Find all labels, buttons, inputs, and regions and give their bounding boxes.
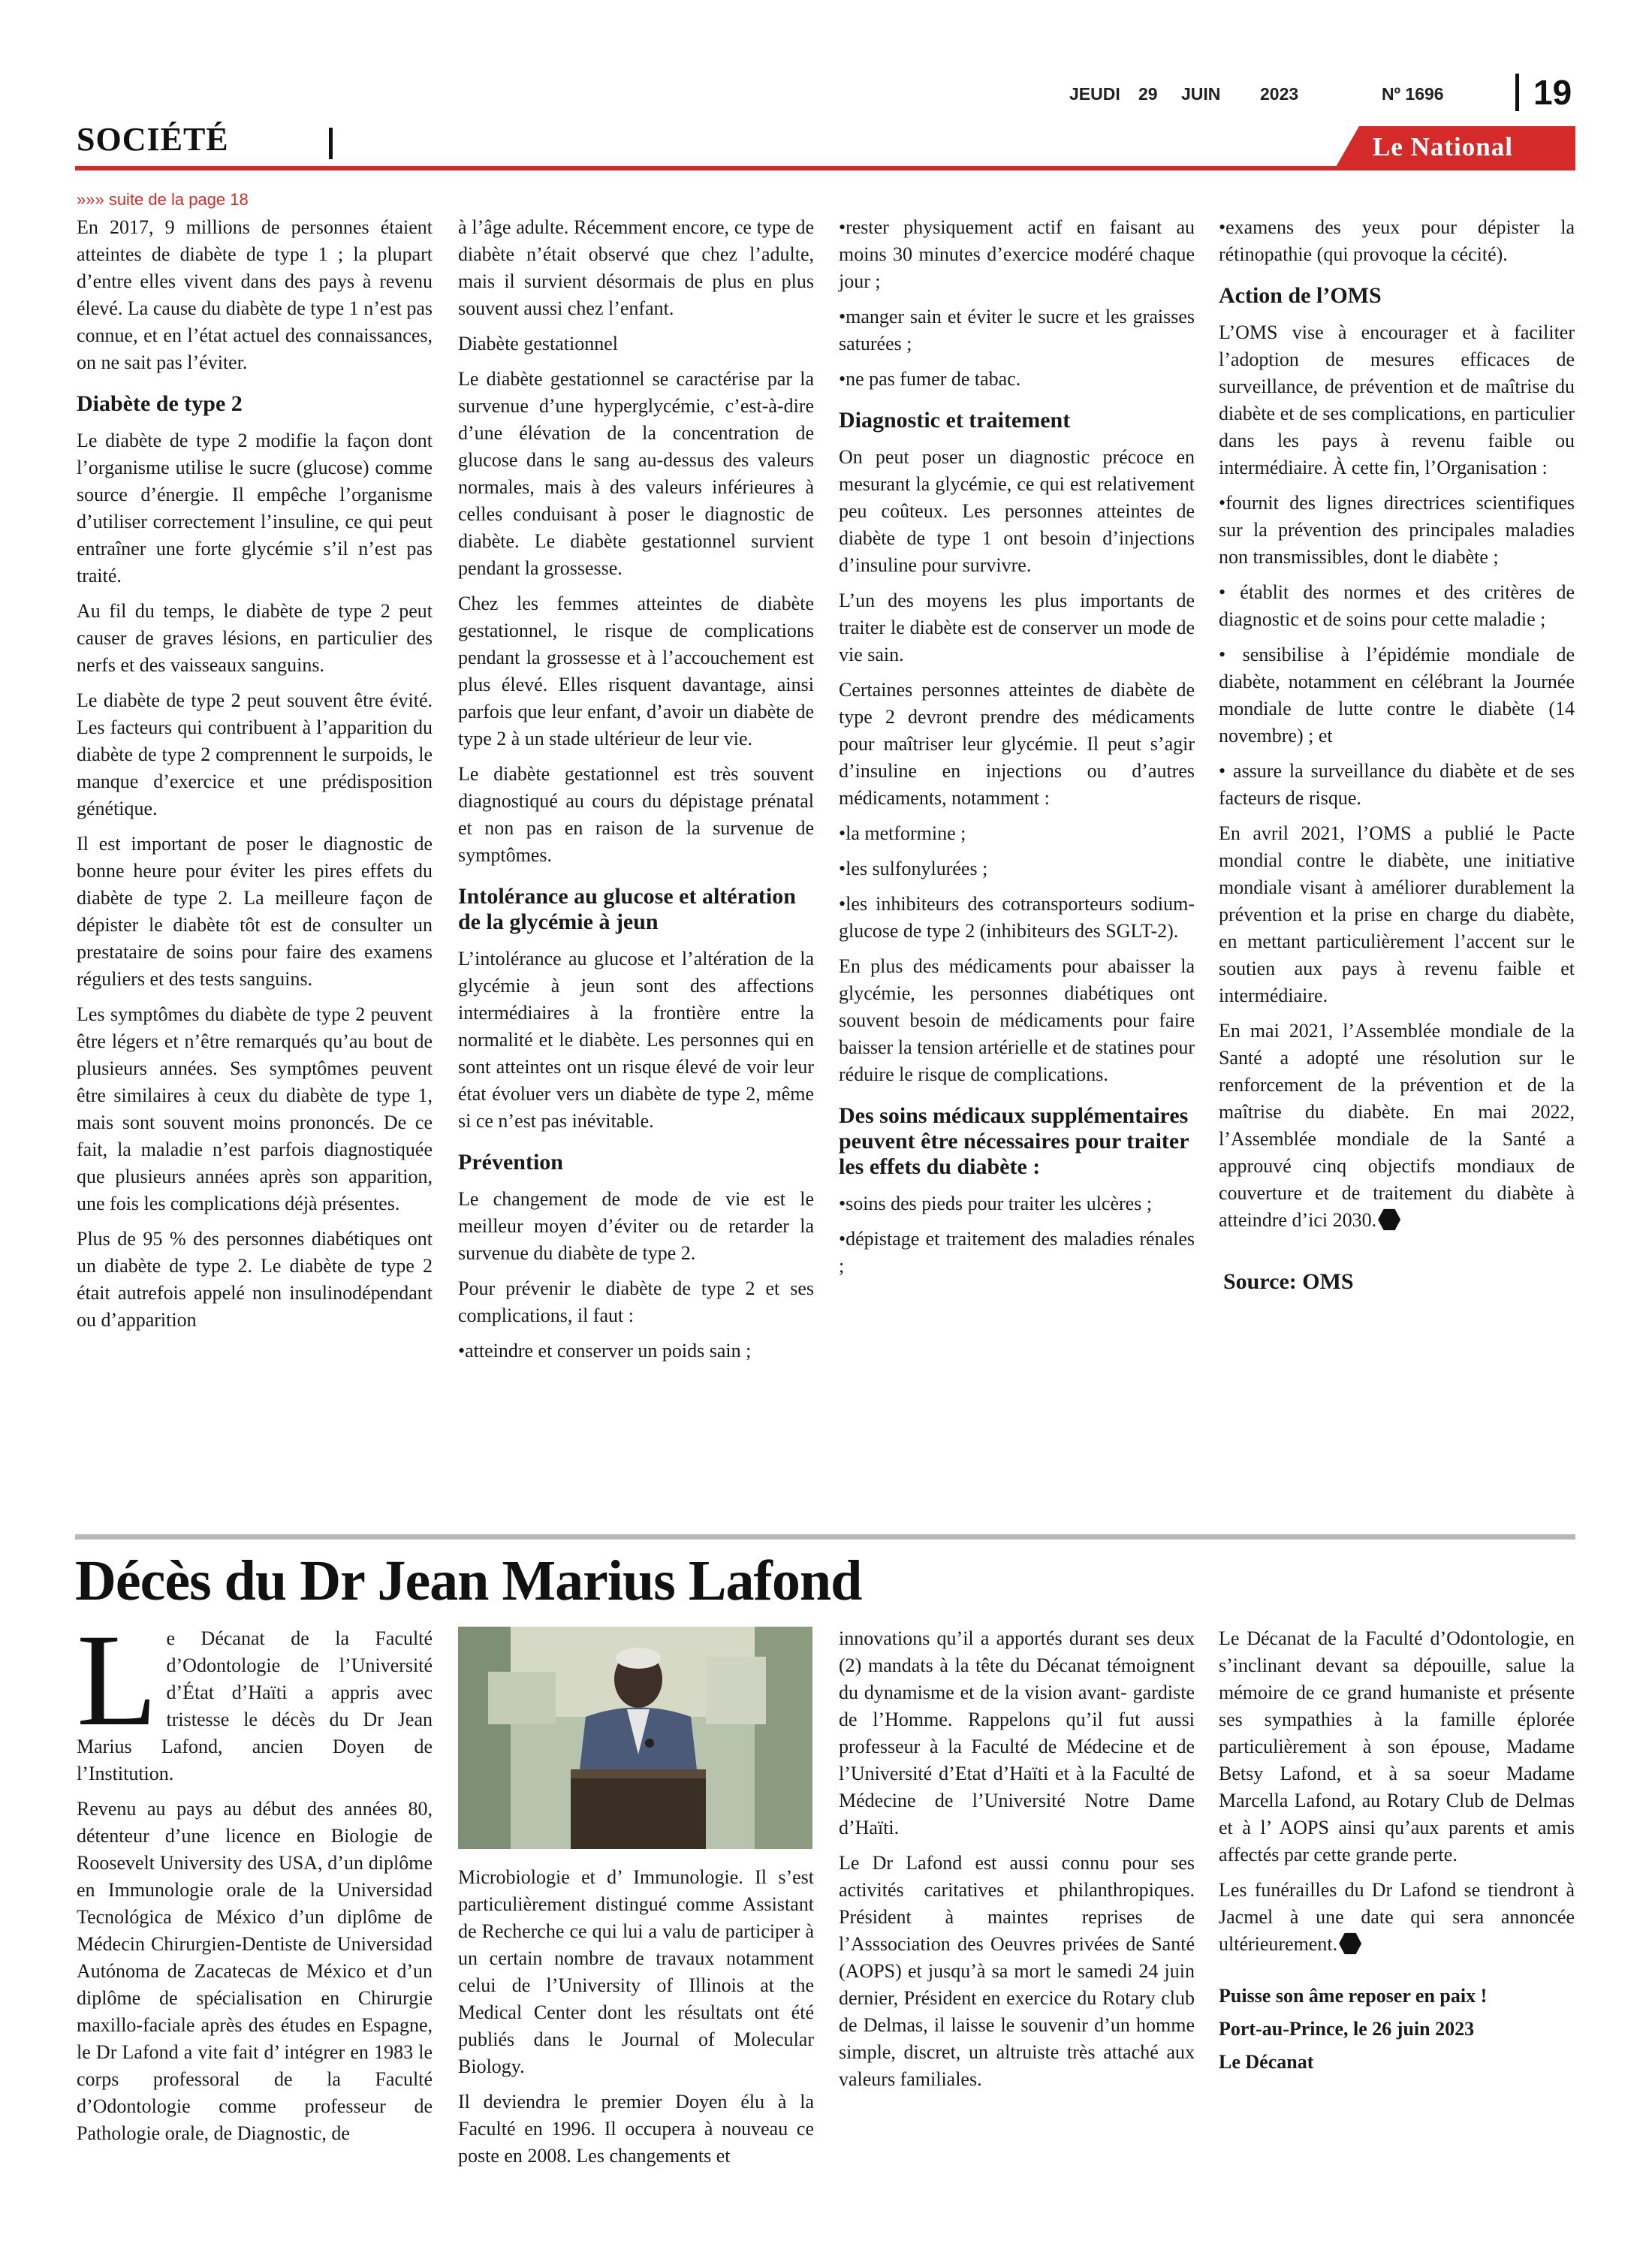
subheading-care: Des soins médicaux supplémentaires peuvent être nécessaires pour traiter les effets du diabète :	[839, 1103, 1189, 1179]
portrait-photo	[458, 1627, 812, 1849]
date-number: 29	[1138, 84, 1158, 104]
bullet-item: • sensibilise à l’épidémie mondiale de diabète, notamment en célébrant la Journée mondiale de lutte contre le diabète (14 novembre) ; et	[1219, 644, 1575, 746]
paragraph: Pour prévenir le diabète de type 2 et ses complications, il faut :	[458, 1277, 814, 1326]
article-source: Source: OMS	[1223, 1269, 1354, 1294]
subheading-intolerance: Intolérance au glucose et altération de la glycémie à jeun	[458, 884, 796, 934]
subheading-diagnostic: Diagnostic et traitement	[839, 408, 1071, 433]
closing-signature: Le Décanat	[1219, 2051, 1314, 2073]
paragraph: Chez les femmes atteintes de diabète gestationnel, le risque de complications pendant la grossesse et à l’accouchement est plus élevé. Elles risquent davantage, ainsi parfois que leur enfant, d’avoir un diabète de type 2 à un stade ultérieur de leur vie.	[458, 593, 814, 749]
paragraph: Le diabète gestationnel se caractérise par la survenue d’une hyperglycémie, c’est-à-dire d’une élévation de la concentration de glucose dans le sang au-dessus des valeurs normales, mais à des valeurs inférieures à celles conduisant à poser le diagnostic de diabète. Le diabète gestationnel survient pendant la grossesse.	[458, 368, 814, 579]
paragraph: Il deviendra le premier Doyen élu à la Faculté en 1996. Il occupera à nouveau ce poste en 2008. Les changements et	[458, 2091, 814, 2167]
subheading-gestational: Diabète gestationnel	[458, 333, 618, 354]
bullet-item: •soins des pieds pour traiter les ulcères ;	[839, 1193, 1153, 1214]
paragraph-text: En mai 2021, l’Assemblée mondiale de la Santé a adopté une résolution sur le renforcement de la prévention et de la maîtrise du diabète. En mai 2022, l’Assemblée mondiale de la Santé a approuvé cinq objectifs mondiaux de couverture et de traitement du diabète à atteindre d’ici 2030.	[1219, 1020, 1575, 1231]
continued-from-label: »»» suite de la page 18	[77, 190, 249, 209]
paragraph: Le diabète de type 2 peut souvent être évité. Les facteurs qui contribuent à l’apparition du diabète de type 2 comprennent le surpoids, le manque d’exercice et une prédisposition génétique.	[77, 689, 433, 819]
paragraph: On peut poser un diagnostic précoce en mesurant la glycémie, ce qui est relativement peu coûteux. Les personnes atteintes de diabète de type 1 ont besoin d’injections d’insuline pour survivre.	[839, 446, 1195, 576]
obituary-column-3	[839, 1625, 1195, 2101]
paragraph: En plus des médicaments pour abaisser la glycémie, les personnes diabétiques ont souvent besoin de médicaments pour faire baisser la tension artérielle et de statines pour réduire le risque de complications.	[839, 955, 1195, 1085]
obituary-column-4	[1219, 1625, 1575, 2082]
paragraph: Revenu au pays au début des années 80, détenteur d’une licence en Biologie de Roosevelt University des USA, d’un diplôme en Immunologie orale de la Universidad Tecnológica de México d’un diplôme de Médecin Chirurgien-Dentiste de Universidad Autónoma de Zacatecas de México et d’un diplôme de spécialisation en Chirurgie maxillo-faciale après des études en Espagne, le Dr Lafond a vite fait d’ intégrer en 1983 le corps professoral de la Faculté d’Odontologie comme professeur de Pathologie orale, de Diagnostic, de	[77, 1798, 433, 2144]
paragraph: L’OMS vise à encourager et à faciliter l’adoption de mesures efficaces de surveillance, de prévention et de maîtrise du diabète et de ses complications, en particulier dans les pays à revenu faible ou intermédiaire. À cette fin, l’Organisation :	[1219, 321, 1575, 478]
paragraph: Au fil du temps, le diabète de type 2 peut causer de graves lésions, en particulier des nerfs et des vaisseaux sanguins.	[77, 600, 433, 676]
bullet-item: •les sulfonylurées ;	[839, 858, 988, 879]
end-of-article-icon	[1339, 1932, 1361, 1955]
article-column-1	[77, 214, 433, 1342]
paragraph: Le changement de mode de vie est le meilleur moyen d’éviter ou de retarder la survenue du diabète de type 2.	[458, 1188, 814, 1264]
speaker-at-podium-image	[458, 1627, 812, 1849]
section-divider	[329, 128, 333, 159]
paragraph: En 2017, 9 millions de personnes étaient atteintes de diabète de type 1 ; la plupart d’entre elles vivent dans des pays à revenu élevé. La cause du diabète de type 1 n’est pas connue, et en l’état actuel des connaissances, on ne sait pas l’éviter.	[77, 216, 433, 373]
paragraph-last	[1219, 1877, 1575, 1958]
paragraph-text: e Décanat de la Faculté d’Odontologie de l’Université d’État d’Haïti a appris avec tristesse le décès du Dr Jean Marius Lafond, ancien Doyen de l’Institution.	[77, 1627, 433, 1784]
paragraph-last	[1219, 1018, 1575, 1234]
article-divider	[75, 1534, 1575, 1540]
bullet-item: •manger sain et éviter le sucre et les graisses saturées ;	[839, 306, 1195, 354]
article-column-3	[839, 214, 1195, 1288]
paragraph: Plus de 95 % des personnes diabétiques ont un diabète de type 2. Le diabète de type 2 était autrefois appelé non insulinodépendant ou d’apparition	[77, 1228, 433, 1331]
page-number-divider	[1515, 74, 1519, 111]
paragraph-text: Les funérailles du Dr Lafond se tiendront à Jacmel à une date qui sera annoncée ultérieurement.	[1219, 1879, 1575, 1955]
bullet-item: •les inhibiteurs des cotransporteurs sodium-glucose de type 2 (inhibiteurs des SGLT-2).	[839, 893, 1195, 942]
subheading-type2: Diabète de type 2	[77, 391, 243, 416]
paragraph: En avril 2021, l’OMS a publié le Pacte mondial contre le diabète, une initiative mondiale visant à améliorer durablement la prévention et la prise en charge du diabète, en mettant particulièrement l’accent sur le soutien aux pays à revenu faible et intermédiaire.	[1219, 822, 1575, 1006]
drop-cap: L	[77, 1607, 158, 1754]
bullet-item: • assure la surveillance du diabète et de ses facteurs de risque.	[1219, 760, 1575, 809]
date-month: JUIN	[1181, 84, 1221, 104]
lead-paragraph	[77, 1607, 433, 1787]
bullet-item: •fournit des lignes directrices scientifiques sur la prévention des principales maladies non transmissibles, dont le diabète ;	[1219, 492, 1575, 568]
obituary-column-1	[77, 1607, 433, 2155]
date-year: 2023	[1260, 84, 1299, 104]
issue-number: Nº 1696	[1382, 84, 1444, 104]
article-column-4	[1219, 214, 1575, 1304]
bullet-item: •examens des yeux pour dépister la rétinopathie (qui provoque la cécité).	[1219, 216, 1575, 265]
bullet-item: •rester physiquement actif en faisant au moins 30 minutes d’exercice modéré chaque jour ;	[839, 216, 1195, 292]
subheading-prevention: Prévention	[458, 1150, 563, 1175]
bullet-item: •dépistage et traitement des maladies rénales ;	[839, 1228, 1195, 1277]
section-title: SOCIÉTÉ	[77, 121, 229, 158]
paragraph: Le diabète gestationnel est très souvent diagnostiqué au cours du dépistage prénatal et non pas en raison de la survenue de symptômes.	[458, 763, 814, 866]
closing-place-date: Port-au-Prince, le 26 juin 2023	[1219, 2018, 1475, 2040]
closing-blessing: Puisse son âme reposer en paix !	[1219, 1985, 1488, 2007]
paragraph: Microbiologie et d’ Immunologie. Il s’est particulièrement distingué comme Assistant de Recherche ce qui lui a valu de participer à un certain nombre de travaux notamment celui de l’University of Illinois at the Medical Center dont les résultats ont été publiés dans le Journal of Molecular Biology.	[458, 1866, 814, 2077]
paragraph: Il est important de poser le diagnostic de bonne heure pour éviter les pires effets du diabète de type 2. La meilleure façon de dépister le diabète tôt est de consulter un prestataire de soins pour faire des examens réguliers et des tests sanguins.	[77, 833, 433, 990]
paragraph: Le Dr Lafond est aussi connu pour ses activités caritatives et philanthropiques. Président à maintes reprises de l’Asssociation des Oeuvres privées de Santé (AOPS) et jusqu’à sa mort le samedi 24 juin dernier, Président en exercice du Rotary club de Delmas, il laisse le souvenir d’un homme simple, discret, un altruiste très attaché aux valeurs familiales.	[839, 1852, 1195, 2090]
bullet-item: •ne pas fumer de tabac.	[839, 368, 1021, 390]
paragraph: Le Décanat de la Faculté d’Odontologie, en s’inclinant devant sa dépouille, salue la mémoire de ce grand humaniste et présente ses sympathies à la famille éplorée particulièrement à son épouse, Madame Betsy Lafond, et à sa soeur Madame Marcella Lafond, au Rotary Club de Delmas et à l’ AOPS ainsi qu’aux parents et amis affectés par cette grande perte.	[1219, 1627, 1575, 1865]
bullet-item: •la metformine ;	[839, 822, 966, 844]
article-title: Décès du Dr Jean Marius Lafond	[75, 1549, 862, 1612]
paragraph: Les symptômes du diabète de type 2 peuvent être légers et n’être remarqués qu’au bout de plusieurs années. Ses symptômes peuvent être similaires à ceux du diabète de type 1, mais sont souvent moins prononcés. De ce fait, la maladie n’est parfois diagnostiquée que plusieurs années après son apparition, une fois les complications déjà présentes.	[77, 1003, 433, 1214]
obituary-column-2	[458, 1864, 814, 2178]
article-column-2	[458, 214, 814, 1373]
page-number: 19	[1533, 73, 1572, 112]
paragraph: L’un des moyens les plus importants de traiter le diabète est de conserver un mode de vie sain.	[839, 590, 1195, 665]
paragraph: Certaines personnes atteintes de diabète de type 2 devront prendre des médicaments pour maîtriser leur glycémie. Il peut s’agir d’insuline en injections ou d’autres médicaments, notamment :	[839, 679, 1195, 809]
paragraph: innovations qu’il a apportés durant ses deux (2) mandats à la tête du Décanat témoignent du dynamisme et de la vision avant- gardiste de l’Homme. Rappelons qu’il fut aussi professeur à la Faculté de Médecine et de l’Université d’Etat d’Haïti et à la Faculté de Médecine de l’Université Notre Dame d’Haïti.	[839, 1627, 1195, 1838]
subheading-who-action: Action de l’OMS	[1219, 283, 1382, 308]
spacer	[1219, 1966, 1575, 1983]
date-day: JEUDI	[1069, 84, 1120, 104]
paragraph: L’intolérance au glucose et l’altération de la glycémie à jeun sont des affections intermédiaires à la frontière entre la normalité et le diabète. Les personnes qui en sont atteintes ont un risque élevé de voir leur état évoluer vers un diabète de type 2, même si ce n’est pas inévitable.	[458, 948, 814, 1132]
end-of-article-icon	[1378, 1208, 1400, 1231]
bullet-item: • établit des normes et des critères de diagnostic et de soins pour cette maladie ;	[1219, 581, 1575, 630]
brand-name: Le National	[1373, 132, 1513, 161]
bullet-item: •atteindre et conserver un poids sain ;	[458, 1340, 752, 1362]
paragraph: Le diabète de type 2 modifie la façon dont l’organisme utilise le sucre (glucose) comme source d’énergie. Il empêche l’organisme d’utiliser correctement l’insuline, ce qui peut entraîner une forte glycémie s’il n’est pas traité.	[77, 430, 433, 587]
paragraph: à l’âge adulte. Récemment encore, ce type de diabète n’était observé que chez l’adulte, mais il survient désormais de plus en plus souvent aussi chez l’enfant.	[458, 216, 814, 319]
